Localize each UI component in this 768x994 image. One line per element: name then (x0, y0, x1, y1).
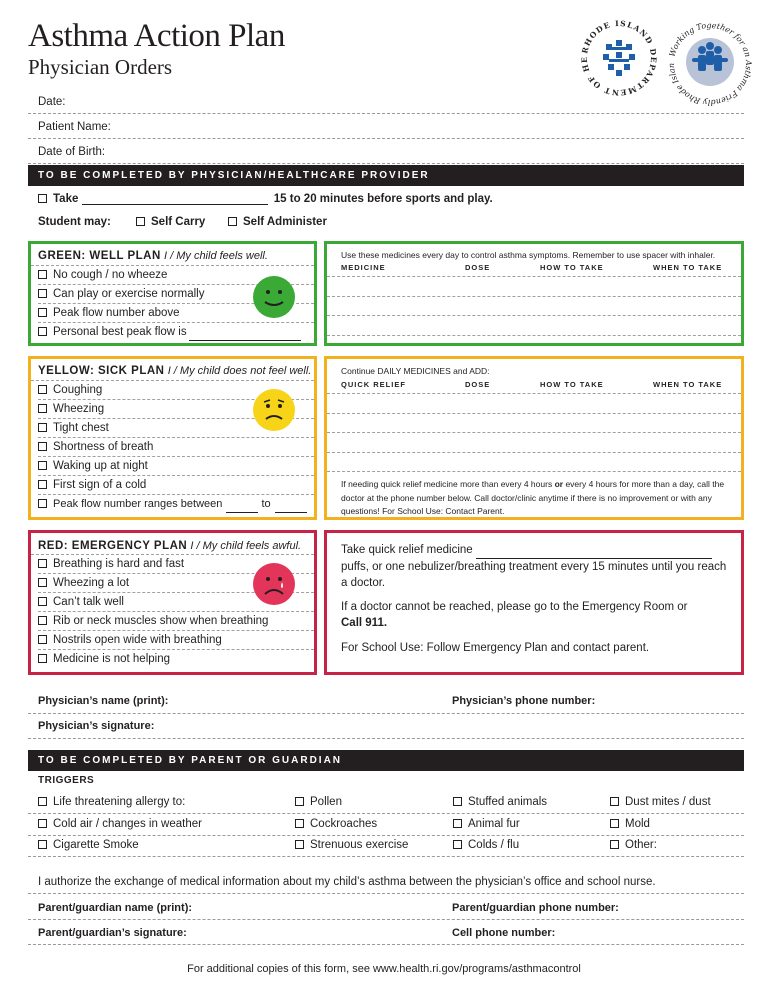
red-item-label: Rib or neck muscles show when breathing (53, 615, 269, 627)
trigger-label: Strenuous exercise (310, 839, 409, 851)
red-item-label: Medicine is not helping (53, 653, 170, 665)
red-er-text: If a doctor cannot be reached, please go to the Emergency Room or (341, 600, 688, 613)
red-checkbox-4[interactable] (38, 616, 47, 625)
green-medicine-line[interactable] (327, 297, 741, 317)
green-item-label: No cough / no wheeze (53, 269, 168, 281)
yellow-medicine-headers (327, 380, 741, 394)
trigger-cigarette-smoke (38, 835, 139, 855)
green-zone-medicines (324, 241, 744, 346)
neutral-sad-face-icon (253, 389, 295, 431)
trigger-checkbox[interactable] (610, 819, 619, 828)
red-take-rest: puffs, or one nebulizer/breathing treatment every 15 minutes until you reach a doctor. (341, 560, 727, 589)
trigger-mold (610, 814, 650, 834)
trigger-checkbox[interactable] (38, 840, 47, 849)
guardian-signature-row (28, 921, 744, 945)
physician-phone-label: Physician’s phone number: (452, 695, 596, 707)
self-administer-label: Self Administer (243, 216, 327, 228)
red-checkbox-5[interactable] (38, 635, 47, 644)
seal-text: RHODE ISLAND DEPARTMENT OF HE (579, 18, 659, 98)
authorization-statement: I authorize the exchange of medical information about my child’s asthma between the physician’s office and school nurse. (28, 872, 744, 894)
ri-health-seal-logo (575, 14, 663, 102)
yellow-item-label: Waking up at night (53, 460, 148, 472)
self-administer-checkbox[interactable] (228, 217, 237, 226)
yellow-item-label: Coughing (53, 384, 103, 396)
trigger-other (610, 835, 657, 855)
trigger-allergy (38, 792, 185, 812)
student-may-label: Student may: (38, 216, 111, 228)
cell-phone-label: Cell phone number: (452, 927, 556, 939)
personal-best-blank[interactable] (189, 329, 301, 341)
red-item-label: Nostrils open wide with breathing (53, 634, 222, 646)
dob-label: Date of Birth: (38, 146, 106, 158)
take-label: Take (53, 193, 79, 205)
red-checkbox-1[interactable] (38, 559, 47, 568)
yellow-item (38, 457, 314, 476)
yellow-checkbox-2[interactable] (38, 404, 47, 413)
trigger-checkbox[interactable] (295, 840, 304, 849)
page-title: Asthma Action Plan (28, 18, 285, 54)
yellow-checkbox-5[interactable] (38, 461, 47, 470)
trigger-checkbox[interactable] (38, 819, 47, 828)
date-field[interactable] (28, 90, 744, 114)
red-item (38, 650, 314, 669)
parent-section-bar: TO BE COMPLETED BY PARENT OR GUARDIAN (28, 750, 744, 771)
patient-name-field[interactable] (28, 115, 744, 139)
red-checkbox-2[interactable] (38, 578, 47, 587)
trigger-checkbox[interactable] (453, 819, 462, 828)
green-checkbox-2[interactable] (38, 289, 47, 298)
yellow-zone-title: YELLOW: SICK PLAN (38, 365, 165, 377)
green-medicine-headers (327, 263, 741, 277)
peak-flow-high-blank[interactable] (275, 501, 307, 513)
red-item-label: Wheezing a lot (53, 577, 130, 589)
yellow-medicine-line[interactable] (327, 394, 741, 414)
yellow-checkbox-3[interactable] (38, 423, 47, 432)
yellow-checkbox-6[interactable] (38, 480, 47, 489)
yellow-note (327, 472, 741, 519)
trigger-label: Mold (625, 818, 650, 830)
yellow-zone-medicines (324, 356, 744, 520)
yellow-note-or: or (554, 479, 564, 489)
take-before-sports-checkbox[interactable] (38, 194, 47, 203)
guardian-phone-label: Parent/guardian phone number: (452, 902, 619, 914)
physician-signature-row[interactable] (28, 715, 744, 739)
yellow-item-label: Wheezing (53, 403, 105, 415)
green-header-medicine: MEDICINE (341, 263, 386, 272)
asthma-friendly-logo-text: Working Together for an Asthma Friendly Rhode Islan (666, 20, 754, 106)
green-header-when: WHEN TO TAKE (653, 263, 723, 272)
trigger-checkbox[interactable] (610, 840, 619, 849)
yellow-header-how: HOW TO TAKE (540, 380, 604, 389)
green-item-label: Peak flow number above (53, 307, 180, 319)
red-item (38, 631, 314, 650)
red-zone-subtitle: I / My child feels awful. (190, 540, 302, 552)
trigger-label: Other: (625, 839, 657, 851)
green-checkbox-4[interactable] (38, 327, 47, 336)
guardian-name-label: Parent/guardian name (print): (38, 902, 193, 914)
trigger-checkbox[interactable] (453, 840, 462, 849)
trigger-pollen (295, 792, 342, 812)
green-checkbox-3[interactable] (38, 308, 47, 317)
green-zone-subtitle: I / My child feels well. (164, 250, 268, 262)
yellow-item (38, 438, 314, 457)
yellow-header-dose: DOSE (465, 380, 491, 389)
trigger-label: Life threatening allergy to: (53, 796, 186, 808)
trigger-checkbox[interactable] (38, 797, 47, 806)
dob-field[interactable] (28, 140, 744, 164)
happy-face-icon (253, 276, 295, 318)
yellow-medicine-line[interactable] (327, 414, 741, 434)
red-school-use: For School Use: Follow Emergency Plan and contact parent. (341, 641, 650, 654)
sad-face-icon (253, 563, 295, 605)
red-er-instructions (327, 592, 741, 632)
peak-flow-low-blank[interactable] (226, 501, 258, 513)
physician-name-label: Physician’s name (print): (38, 695, 169, 707)
quick-relief-medicine-blank[interactable] (476, 547, 712, 559)
yellow-zone-subtitle: I / My child does not feel well. (167, 365, 312, 377)
red-item-label: Can’t talk well (53, 596, 124, 608)
physician-signature-label: Physician’s signature: (38, 720, 155, 732)
trigger-checkbox[interactable] (295, 819, 304, 828)
red-item-label: Breathing is hard and fast (53, 558, 185, 570)
page-subtitle: Physician Orders (28, 55, 173, 79)
take-suffix: 15 to 20 minutes before sports and play. (273, 193, 493, 205)
trigger-checkbox[interactable] (453, 797, 462, 806)
yellow-item-label: First sign of a cold (53, 479, 147, 491)
trigger-colds-flu (453, 835, 519, 855)
green-checkbox-1[interactable] (38, 270, 47, 279)
green-item-label: Personal best peak flow is (53, 326, 187, 338)
yellow-item (38, 476, 314, 495)
trigger-label: Colds / flu (468, 839, 520, 851)
yellow-item-label: Shortness of breath (53, 441, 154, 453)
footer-text: For additional copies of this form, see www.health.ri.gov/programs/asthmacontrol (187, 963, 581, 975)
yellow-checkbox-7[interactable] (38, 499, 47, 508)
yellow-medicine-line[interactable] (327, 433, 741, 453)
red-zone-instructions (324, 530, 744, 675)
trigger-label: Cigarette Smoke (53, 839, 139, 851)
yellow-note-rest: every 4 hours for more than a day, call the doctor at the phone number below. Call doctor/clinic anytime if there is no improvement or with any questions! For School Use: Contact Parent. (341, 479, 725, 516)
physician-name-row (28, 690, 744, 714)
green-zone-symptoms (28, 241, 317, 346)
trigger-label: Dust mites / dust (625, 796, 711, 808)
trigger-label: Cockroaches (310, 818, 378, 830)
trigger-label: Cold air / changes in weather (53, 818, 202, 830)
take-before-sports-row (38, 193, 493, 205)
date-label: Date: (38, 96, 66, 108)
yellow-zone-symptoms (28, 356, 317, 520)
patient-name-label: Patient Name: (38, 121, 111, 133)
green-zone-title: GREEN: WELL PLAN (38, 250, 161, 262)
green-header-how: HOW TO TAKE (540, 263, 604, 272)
triggers-label: TRIGGERS (38, 775, 95, 786)
red-item (38, 612, 314, 631)
self-carry-checkbox[interactable] (136, 217, 145, 226)
green-item-personal-best (38, 323, 314, 342)
guardian-name-row (28, 896, 744, 920)
call-911-text: Call 911. (341, 617, 388, 629)
green-header-dose: DOSE (465, 263, 491, 272)
yellow-medicines-intro: Continue DAILY MEDICINES and ADD: (341, 366, 490, 376)
trigger-cold-air (38, 814, 202, 834)
trigger-strenuous-exercise (295, 835, 408, 855)
yellow-medicine-line[interactable] (327, 453, 741, 473)
trigger-dust-mites (610, 792, 711, 812)
green-medicines-intro: Use these medicines every day to control asthma symptoms. Remember to use spacer with inhaler. (341, 250, 716, 260)
green-item-label: Can play or exercise normally (53, 288, 205, 300)
range-to-label: to (261, 498, 271, 510)
yellow-item-peak-flow-range (38, 495, 314, 514)
red-take-instructions (327, 533, 741, 592)
red-checkbox-6[interactable] (38, 654, 47, 663)
self-carry-label: Self Carry (151, 216, 206, 228)
guardian-signature-label: Parent/guardian’s signature: (38, 927, 187, 939)
green-medicine-line[interactable] (327, 316, 741, 336)
student-may-row (38, 216, 327, 228)
trigger-label: Pollen (310, 796, 342, 808)
trigger-label: Animal fur (468, 818, 520, 830)
yellow-checkbox-4[interactable] (38, 442, 47, 451)
yellow-item-label: Tight chest (53, 422, 109, 434)
provider-section-bar: TO BE COMPLETED BY PHYSICIAN/HEALTHCARE PROVIDER (28, 165, 744, 186)
trigger-animal-fur (453, 814, 520, 834)
yellow-header-when: WHEN TO TAKE (653, 380, 723, 389)
trigger-stuffed-animals (453, 792, 547, 812)
take-medicine-blank[interactable] (82, 193, 268, 205)
red-zone-title: RED: EMERGENCY PLAN (38, 540, 188, 552)
trigger-checkbox[interactable] (295, 797, 304, 806)
yellow-header-quick-relief: QUICK RELIEF (341, 380, 406, 389)
red-checkbox-3[interactable] (38, 597, 47, 606)
yellow-checkbox-1[interactable] (38, 385, 47, 394)
red-take-prefix: Take quick relief medicine (341, 544, 473, 556)
yellow-note-lead: If needing quick relief medicine more than every 4 hours (341, 479, 553, 489)
trigger-checkbox[interactable] (610, 797, 619, 806)
green-medicine-line[interactable] (327, 277, 741, 297)
yellow-item-label: Peak flow number ranges between (53, 498, 223, 510)
red-zone-symptoms (28, 530, 317, 675)
trigger-cockroaches (295, 814, 377, 834)
trigger-label: Stuffed animals (468, 796, 548, 808)
